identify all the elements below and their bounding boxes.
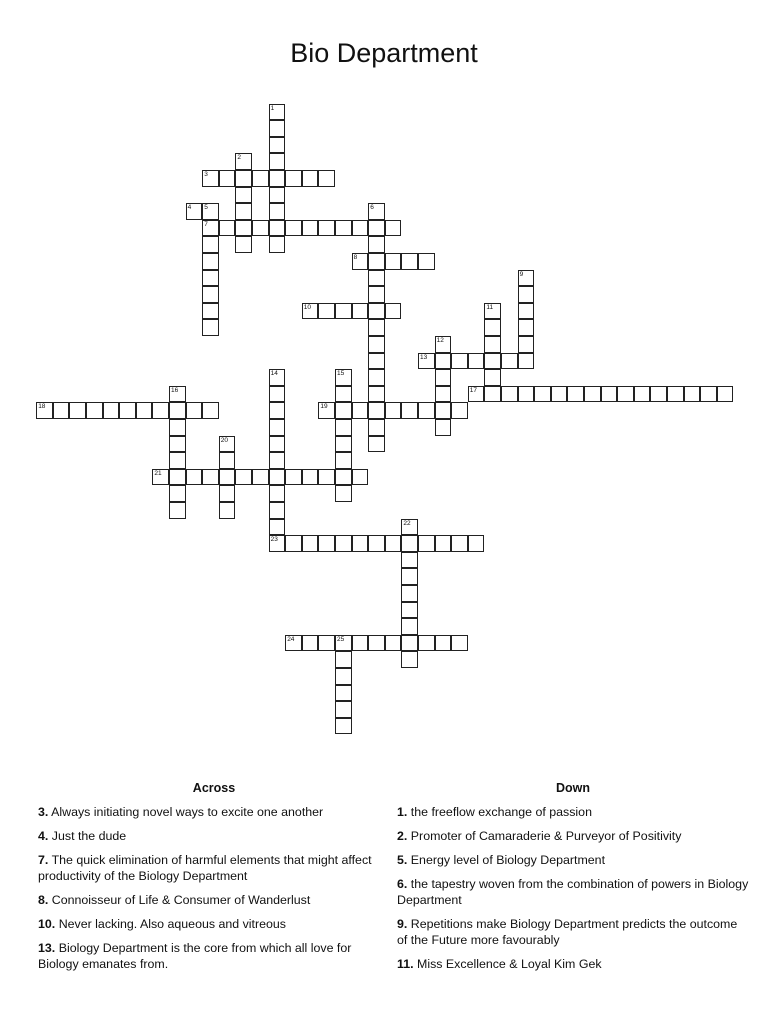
grid-cell[interactable] [235,170,252,187]
grid-cell[interactable] [468,353,485,370]
grid-cell[interactable] [318,170,335,187]
grid-cell[interactable] [700,386,717,403]
grid-cell[interactable] [169,469,186,486]
grid-cell[interactable] [335,369,352,386]
across-clue [38,852,390,884]
grid-cell[interactable] [335,535,352,552]
grid-cell[interactable] [269,402,286,419]
grid-cell[interactable] [368,419,385,436]
grid-cell[interactable] [169,402,186,419]
grid-cell[interactable] [501,386,518,403]
grid-cell[interactable] [401,535,418,552]
grid-cell[interactable] [202,402,219,419]
grid-cell[interactable] [368,336,385,353]
grid-cell[interactable] [235,220,252,237]
clue-number: 5. [397,853,408,867]
grid-cell[interactable] [368,270,385,287]
grid-cell[interactable] [368,402,385,419]
grid-cell[interactable] [202,286,219,303]
grid-cell[interactable] [269,187,286,204]
grid-cell[interactable] [534,386,551,403]
clue-text: Always initiating novel ways to excite one another [51,805,324,819]
grid-cell[interactable] [518,386,535,403]
grid-cell[interactable] [368,286,385,303]
grid-cell[interactable] [302,220,319,237]
grid-cell[interactable] [169,502,186,519]
grid-cell[interactable] [401,402,418,419]
clue-number: 2. [397,829,408,843]
grid-cell[interactable] [103,402,120,419]
grid-cell[interactable] [601,386,618,403]
down-clue [397,876,749,908]
down-clue [397,956,749,972]
grid-cell[interactable] [684,386,701,403]
grid-cell[interactable] [335,402,352,419]
grid-cell[interactable] [401,568,418,585]
grid-cell[interactable] [202,253,219,270]
grid-cell[interactable] [435,369,452,386]
grid-cell[interactable] [285,220,302,237]
grid-cell[interactable] [318,635,335,652]
clue-text: Repetitions make Biology Department predicts the outcome of the Future more favourably [397,917,738,947]
grid-cell[interactable] [202,469,219,486]
grid-cell[interactable] [169,485,186,502]
grid-cell[interactable] [518,336,535,353]
grid-cell[interactable] [401,602,418,619]
grid-cell[interactable] [318,402,335,419]
grid-cell[interactable] [269,137,286,154]
grid-cell[interactable] [269,452,286,469]
down-clue [397,804,749,820]
grid-cell[interactable] [335,452,352,469]
grid-cell[interactable] [368,253,385,270]
grid-cell[interactable] [269,220,286,237]
clue-number: 7. [38,853,49,867]
clue-number-label: 13 [420,353,428,361]
clue-number-label: 23 [270,536,278,544]
grid-cell[interactable] [352,535,369,552]
grid-cell[interactable] [219,469,236,486]
clue-number-label: 11 [486,303,494,311]
clue-number-label: 10 [303,303,312,311]
grid-cell[interactable] [418,535,435,552]
clue-text: Just the dude [51,829,127,843]
grid-cell[interactable] [235,469,252,486]
clue-number-label: 12 [436,337,444,344]
grid-cell[interactable] [269,485,286,502]
grid-cell[interactable] [152,402,169,419]
grid-cell[interactable] [368,353,385,370]
grid-cell[interactable] [435,635,452,652]
grid-cell[interactable] [385,535,402,552]
grid-cell[interactable] [235,187,252,204]
grid-cell[interactable] [418,353,435,370]
grid-cell[interactable] [269,369,286,386]
clue-number-label: 15 [337,370,345,378]
grid-cell[interactable] [401,651,418,668]
grid-cell[interactable] [169,419,186,436]
grid-cell[interactable] [518,303,535,320]
grid-cell[interactable] [518,286,535,303]
grid-cell[interactable] [219,170,236,187]
grid-cell[interactable] [650,386,667,403]
clue-number-label: 20 [220,436,229,444]
grid-cell[interactable] [202,170,219,187]
across-clue [38,828,390,844]
grid-cell[interactable] [186,203,203,220]
grid-cell[interactable] [385,402,402,419]
grid-cell[interactable] [302,303,319,320]
grid-cell[interactable] [401,585,418,602]
clue-number-label: 1 [270,104,275,112]
grid-cell[interactable] [518,319,535,336]
across-clue [38,916,390,932]
clue-number-label: 22 [403,519,411,527]
down-clue [397,852,749,868]
grid-cell[interactable] [418,635,435,652]
clue-text: Biology Department is the core from which all love for Biology emanates from. [38,941,352,971]
clue-number: 11. [397,957,414,971]
grid-cell[interactable] [269,436,286,453]
grid-cell[interactable] [219,502,236,519]
clue-number-label: 8 [353,254,358,261]
grid-cell[interactable] [252,220,269,237]
grid-cell[interactable] [418,253,435,270]
clue-number-label: 7 [204,220,208,228]
grid-cell[interactable] [169,436,186,453]
grid-cell[interactable] [36,402,53,419]
grid-cell[interactable] [202,236,219,253]
grid-cell[interactable] [484,353,501,370]
grid-cell[interactable] [285,635,302,652]
grid-cell[interactable] [235,153,252,170]
clue-text: Miss Excellence & Loyal Kim Gek [417,957,602,971]
grid-cell[interactable] [484,336,501,353]
grid-cell[interactable] [269,535,286,552]
grid-cell[interactable] [335,386,352,403]
grid-cell[interactable] [335,685,352,702]
grid-cell[interactable] [435,353,452,370]
grid-cell[interactable] [136,402,153,419]
grid-cell[interactable] [484,369,501,386]
clue-number: 1. [397,805,408,819]
clue-text: The quick elimination of harmful elements that might affect productivity of the Biology Department [38,853,372,883]
grid-cell[interactable] [617,386,634,403]
clue-number: 13. [38,941,56,955]
grid-cell[interactable] [435,402,452,419]
grid-cell[interactable] [401,618,418,635]
grid-cell[interactable] [219,436,236,453]
grid-cell[interactable] [335,303,352,320]
grid-cell[interactable] [53,402,70,419]
grid-cell[interactable] [302,535,319,552]
grid-cell[interactable] [285,535,302,552]
down-clues-column [397,781,749,980]
grid-cell[interactable] [269,236,286,253]
clue-number: 3. [38,805,49,819]
grid-cell[interactable] [219,485,236,502]
clue-number-label: 5 [204,204,208,212]
clue-number-label: 25 [337,635,345,643]
clue-number: 10. [38,917,56,931]
down-heading: Down [555,781,591,795]
grid-cell[interactable] [335,701,352,718]
grid-cell[interactable] [584,386,601,403]
grid-cell[interactable] [352,635,369,652]
clue-number-label: 24 [287,635,295,643]
clue-number: 8. [38,893,49,907]
grid-cell[interactable] [335,635,352,652]
grid-cell[interactable] [567,386,584,403]
grid-cell[interactable] [169,386,186,403]
grid-cell[interactable] [418,402,435,419]
grid-cell[interactable] [169,452,186,469]
grid-cell[interactable] [335,220,352,237]
grid-cell[interactable] [401,635,418,652]
grid-cell[interactable] [269,170,286,187]
grid-cell[interactable] [235,203,252,220]
clue-number-label: 6 [370,204,374,212]
grid-cell[interactable] [335,419,352,436]
grid-cell[interactable] [285,469,302,486]
grid-cell[interactable] [484,319,501,336]
grid-cell[interactable] [717,386,734,403]
clue-number: 6. [397,877,408,891]
grid-cell[interactable] [468,535,485,552]
grid-cell[interactable] [269,153,286,170]
grid-cell[interactable] [352,220,369,237]
grid-cell[interactable] [335,485,352,502]
grid-cell[interactable] [385,220,402,237]
grid-cell[interactable] [451,402,468,419]
grid-cell[interactable] [318,303,335,320]
grid-cell[interactable] [468,386,485,403]
grid-cell[interactable] [435,535,452,552]
grid-cell[interactable] [235,236,252,253]
grid-cell[interactable] [269,386,286,403]
grid-cell[interactable] [202,203,219,220]
grid-cell[interactable] [202,303,219,320]
grid-cell[interactable] [335,718,352,735]
grid-cell[interactable] [269,419,286,436]
grid-cell[interactable] [368,635,385,652]
grid-cell[interactable] [368,203,385,220]
clue-number-label: 17 [469,386,478,394]
across-clue [38,804,390,820]
grid-cell[interactable] [335,651,352,668]
across-clue [38,940,390,972]
grid-cell[interactable] [435,336,452,353]
grid-cell[interactable] [435,419,452,436]
clue-number-label: 18 [38,403,46,411]
grid-cell[interactable] [335,436,352,453]
grid-cell[interactable] [202,319,219,336]
grid-cell[interactable] [186,402,203,419]
grid-cell[interactable] [518,353,535,370]
grid-cell[interactable] [385,303,402,320]
puzzle-title: Bio Department [290,38,478,68]
grid-cell[interactable] [318,220,335,237]
grid-cell[interactable] [335,668,352,685]
grid-cell[interactable] [667,386,684,403]
clue-number-label: 21 [154,469,162,477]
down-clue [397,828,749,844]
grid-cell[interactable] [451,353,468,370]
clue-number: 9. [397,917,408,931]
grid-cell[interactable] [401,519,418,536]
grid-cell[interactable] [285,170,302,187]
grid-cell[interactable] [401,552,418,569]
grid-cell[interactable] [252,469,269,486]
grid-cell[interactable] [219,452,236,469]
clue-text: Connoisseur of Life & Consumer of Wanderlust [51,893,311,907]
clue-number-label: 9 [519,270,524,278]
clue-number-label: 2 [237,154,242,162]
grid-cell[interactable] [202,220,219,237]
grid-cell[interactable] [368,386,385,403]
clue-text: the freeflow exchange of passion [410,805,592,819]
grid-cell[interactable] [401,253,418,270]
grid-cell[interactable] [119,402,136,419]
grid-cell[interactable] [219,220,236,237]
clue-number-label: 4 [187,204,192,212]
grid-cell[interactable] [86,402,103,419]
grid-cell[interactable] [368,535,385,552]
grid-cell[interactable] [368,369,385,386]
grid-cell[interactable] [152,469,169,486]
grid-cell[interactable] [352,402,369,419]
grid-cell[interactable] [352,303,369,320]
grid-cell[interactable] [252,170,269,187]
grid-cell[interactable] [518,270,535,287]
grid-cell[interactable] [318,535,335,552]
grid-cell[interactable] [368,436,385,453]
grid-cell[interactable] [385,635,402,652]
grid-cell[interactable] [551,386,568,403]
down-clue [397,916,749,948]
clue-number-label: 14 [270,370,278,378]
clue-text: Promoter of Camaraderie & Purveyor of Positivity [410,829,682,843]
grid-cell[interactable] [302,469,319,486]
clue-text: Never lacking. Also aqueous and vitreous [58,917,286,931]
clue-number-label: 19 [320,403,328,411]
grid-cell[interactable] [385,253,402,270]
grid-cell[interactable] [634,386,651,403]
grid-cell[interactable] [202,270,219,287]
grid-cell[interactable] [302,635,319,652]
grid-cell[interactable] [302,170,319,187]
grid-cell[interactable] [368,303,385,320]
grid-cell[interactable] [484,303,501,320]
grid-cell[interactable] [269,104,286,121]
grid-cell[interactable] [352,469,369,486]
grid-cell[interactable] [186,469,203,486]
clue-number-label: 16 [171,386,179,394]
grid-cell[interactable] [335,469,352,486]
grid-cell[interactable] [368,319,385,336]
grid-cell[interactable] [451,535,468,552]
clue-text: Energy level of Biology Department [410,853,606,867]
clue-text: the tapestry woven from the combination of powers in Biology Department [397,877,749,907]
grid-cell[interactable] [435,386,452,403]
clue-number-label: 3 [204,171,208,178]
grid-cell[interactable] [352,253,369,270]
grid-cell[interactable] [269,469,286,486]
across-clue [38,892,390,908]
grid-cell[interactable] [269,519,286,536]
grid-cell[interactable] [368,236,385,253]
grid-cell[interactable] [501,353,518,370]
grid-cell[interactable] [269,120,286,137]
grid-cell[interactable] [269,502,286,519]
across-clues-column [38,781,390,980]
grid-cell[interactable] [484,386,501,403]
grid-cell[interactable] [269,203,286,220]
grid-cell[interactable] [318,469,335,486]
grid-cell[interactable] [368,220,385,237]
across-heading: Across [192,781,236,795]
clue-number: 4. [38,829,49,843]
grid-cell[interactable] [451,635,468,652]
grid-cell[interactable] [69,402,86,419]
